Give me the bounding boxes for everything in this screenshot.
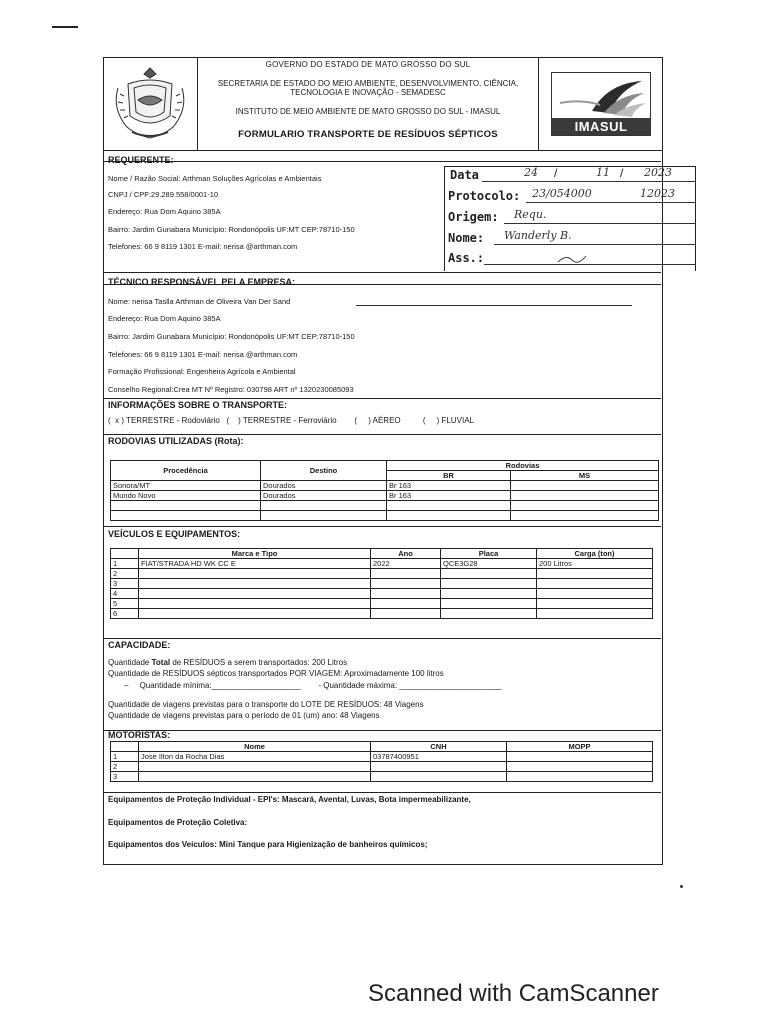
form-header [104,58,662,151]
imasul-logo-box [551,72,651,136]
tecnico-conselho: Conselho Regional:Crea MT Nº Registro: 030798 ART nº 1320230085093 [108,385,354,394]
table-row: 1 Jose Ilton da Rocha Dias 03787400951 [111,752,653,762]
table-row: 3 [111,772,653,782]
table-row: 5 [111,599,653,609]
equipamentos-coletiva: Equipamentos de Proteção Coletiva: [108,818,248,827]
imasul-logo-text: IMASUL [552,118,650,135]
col-carga: Carga (ton) [537,549,653,559]
stamp-date-day: 24 [524,166,538,179]
col-destino: Destino [261,461,387,481]
requerente-section [104,150,675,273]
capacidade-periodo: Quantidade de viagens previstas para o período de 01 (um) ano: 48 Viagens [108,711,380,720]
col-procedencia: Procedência [111,461,261,481]
stamp-protocolo-year: 12023 [640,187,675,200]
transporte-options: ( x ) TERRESTRE - Rodoviário ( ) TERRESTRE - Ferroviário ( ) AÉREO ( ) FLUVIAL [108,416,474,425]
camscanner-watermark: Scanned with CamScanner [368,980,659,1007]
razao-social: Nome / Razão Social: Arthman Soluções Agrícolas e Ambientais [108,174,322,183]
form-title: FORMULARIO TRANSPORTE DE RESÍDUOS SÉPTICOS [238,129,498,140]
table-row: 6 [111,609,653,619]
stamp-date-label: Data [450,168,479,182]
cnpj: CNPJ / CPF:29.289.558/0001-10 [108,190,219,199]
equipamentos-section [104,792,661,864]
capacidade-min-max: – Quantidade mínima:____________________ - Quantidade máxima: _______________________ [124,681,502,690]
imasul-logo [538,58,662,150]
transporte-section [104,398,661,435]
table-row: 1 FIAT/STRADA HD WK CC E 2022 QCE3G28 200 Litros [111,559,653,569]
stamp-date-year: 2023 [644,166,672,179]
stamp-origem-value: Requ. [514,208,547,221]
col-cnh: CNH [371,742,507,752]
scan-speck [680,885,683,888]
requerente-telefones: Telefones: 66 9 8119 1301 E-mail: nerisa @arthman.com [108,242,298,251]
state-coat-of-arms [104,58,198,150]
capacidade-section [104,638,661,731]
tecnico-title-bar [104,272,661,285]
table-row: Mundo Novo Dourados Br 163 [111,491,659,501]
coat-of-arms-icon [104,58,197,150]
stamp-origem-label: Origem: [448,210,499,224]
stamp-ass-label: Ass.: [448,251,485,265]
motoristas-title: MOTORISTAS: [108,730,171,740]
col-mopp: MOPP [507,742,653,752]
capacidade-total: Quantidade Total de RESÍDUOS a serem transportados: 200 Litros [108,658,348,667]
tecnico-title: TÉCNICO RESPONSÁVEL PELA EMPRESA: [108,277,296,287]
table-row: 2 [111,762,653,772]
header-titles [198,58,538,150]
tecnico-bairro: Bairro: Jardim Gunabara Município: Rondonópolis UF:MT CEP:78710-150 [108,332,355,341]
requerente-bairro: Bairro: Jardim Gunabara Município: Rondonópolis UF:MT CEP:78710-150 [108,225,355,234]
form-page [103,57,675,865]
protocol-stamp: Data 24 / 11 / 2023 Protocolo: 23/054000 12023 Origem: Requ. Nome: Wanderly B. Ass.: [444,166,700,270]
col-rodovias: Rodovias [387,461,659,471]
table-row: 2 [111,569,653,579]
requerente-title: REQUERENTE: [108,155,174,165]
requerente-title-bar [104,150,661,165]
rodovias-section [104,434,661,527]
tecnico-nome: Nome: nerisa Taslla Arthman de Oliveira Van Der Sand [108,297,291,306]
secretariat-line: SECRETARIA DE ESTADO DO MEIO AMBIENTE, DESENVOLVIMENTO, CIÊNCIA, TECNOLOGIA E INOVAÇÃO - SEMADESC [217,79,519,97]
tecnico-endereco: Endereço: Rua Dom Aquino 385A [108,314,221,323]
col-nome: Nome [139,742,371,752]
equipamentos-epi: Equipamentos de Proteção Individual - EPI's: Mascará, Avental, Luvas, Bota impermeabilizante, [108,795,471,804]
tecnico-section [104,272,661,399]
table-row: 3 [111,579,653,589]
capacidade-lote: Quantidade de viagens previstas para o transporte do LOTE DE RESÍDUOS: 48 Viagens [108,700,424,709]
tecnico-formacao: Formação Profissional: Engenheira Agrícola e Ambiental [108,367,296,376]
stamp-nome-value: Wanderly B. [504,229,572,242]
veiculos-table [110,548,653,619]
rodovias-title: RODOVIAS UTILIZADAS (Rota): [108,436,244,446]
transporte-title: INFORMAÇÕES SOBRE O TRANSPORTE: [108,400,288,410]
motoristas-section [104,730,661,793]
col-ano: Ano [371,549,441,559]
institute-line: INSTITUTO DE MEIO AMBIENTE DE MATO GROSSO DO SUL - IMASUL [235,107,501,116]
equipamentos-veiculos: Equipamentos dos Veículos: Mini Tanque para Higienização de banheiros químicos; [108,840,428,849]
rodovias-table [110,460,659,521]
stamp-protocolo-value: 23/054000 [532,187,592,200]
table-row: Sonora/MT Dourados Br 163 [111,481,659,491]
capacidade-por-viagem: Quantidade de RESÍDUOS sépticos transportados POR VIAGEM: Aproximadamente 100 litros [108,669,444,678]
table-row [111,511,659,521]
government-line: GOVERNO DO ESTADO DE MATO GROSSO DO SUL [265,60,471,69]
table-row [111,501,659,511]
table-row: 4 [111,589,653,599]
stamp-nome-label: Nome: [448,231,485,245]
requerente-endereco: Endereço: Rua Dom Aquino 385A [108,207,221,216]
veiculos-title: VEÍCULOS E EQUIPAMENTOS: [108,529,241,539]
capacidade-title: CAPACIDADE: [108,640,171,650]
stamp-date-month: 11 [596,166,610,179]
stamp-protocolo-label: Protocolo: [448,189,521,203]
veiculos-section [104,526,661,639]
scan-corner-mark [52,26,78,28]
imasul-swoosh-icon [552,73,650,118]
motoristas-table [110,741,653,782]
col-placa: Placa [441,549,537,559]
col-ms: MS [511,471,659,481]
col-marca: Marca e Tipo [139,549,371,559]
tecnico-telefones: Telefones: 66 9 8119 1301 E-mail: nerisa @arthman.com [108,350,298,359]
col-br: BR [387,471,511,481]
